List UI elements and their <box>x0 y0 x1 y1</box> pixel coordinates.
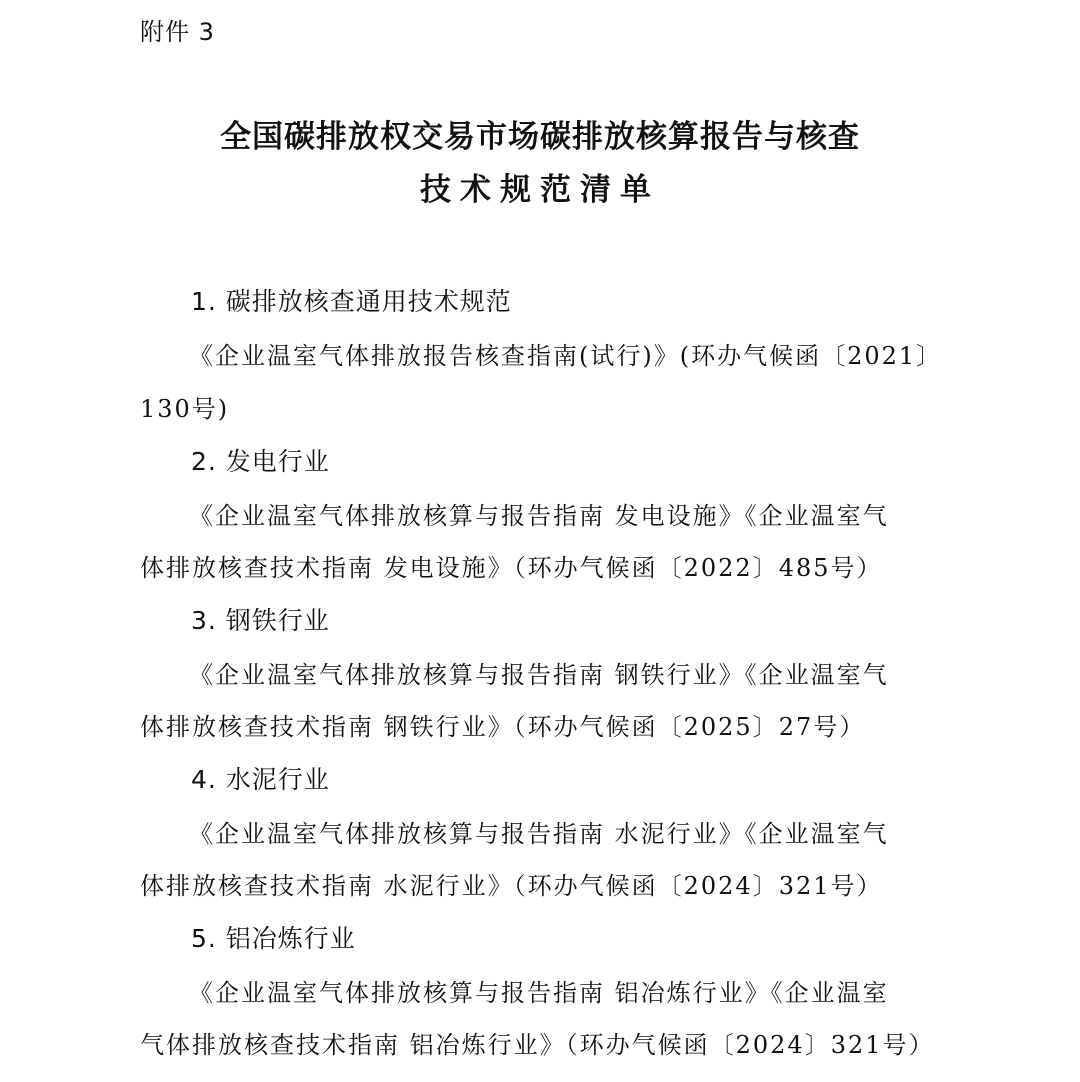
section-text-line: 体排放核查技术指南 钢铁行业》（环办气候函〔2025〕27号） <box>140 713 866 741</box>
section-heading: 3. 钢铁行业 <box>191 606 330 635</box>
section-heading: 5. 铝冶炼行业 <box>191 924 356 953</box>
section-heading: 2. 发电行业 <box>191 447 330 476</box>
section-heading: 1. 碳排放核查通用技术规范 <box>191 287 512 316</box>
section-text-line: 《企业温室气体排放核算与报告指南 钢铁行业》《企业温室气 <box>189 661 889 689</box>
section-text-line: 体排放核查技术指南 发电设施》（环办气候函〔2022〕485号） <box>140 554 883 582</box>
section-text-line: 《企业温室气体排放报告核查指南(试行)》(环办气候函〔2021〕 <box>189 342 943 370</box>
section-text-line: 130号) <box>140 395 230 423</box>
document-title-line-1: 全国碳排放权交易市场碳排放核算报告与核查 <box>220 119 860 155</box>
section-heading: 4. 水泥行业 <box>191 765 330 794</box>
section-text-line: 《企业温室气体排放核算与报告指南 铝冶炼行业》《企业温室 <box>189 979 889 1007</box>
section-text-line: 体排放核查技术指南 水泥行业》（环办气候函〔2024〕321号） <box>140 872 883 900</box>
section-text-line: 《企业温室气体排放核算与报告指南 水泥行业》《企业温室气 <box>189 820 889 848</box>
attachment-label: 附件 3 <box>140 18 215 46</box>
section-text-line: 气体排放核查技术指南 铝冶炼行业》（环办气候函〔2024〕321号） <box>140 1031 935 1059</box>
document-title-line-2: 技术规范清单 <box>420 172 660 208</box>
section-text-line: 《企业温室气体排放核算与报告指南 发电设施》《企业温室气 <box>189 502 889 530</box>
